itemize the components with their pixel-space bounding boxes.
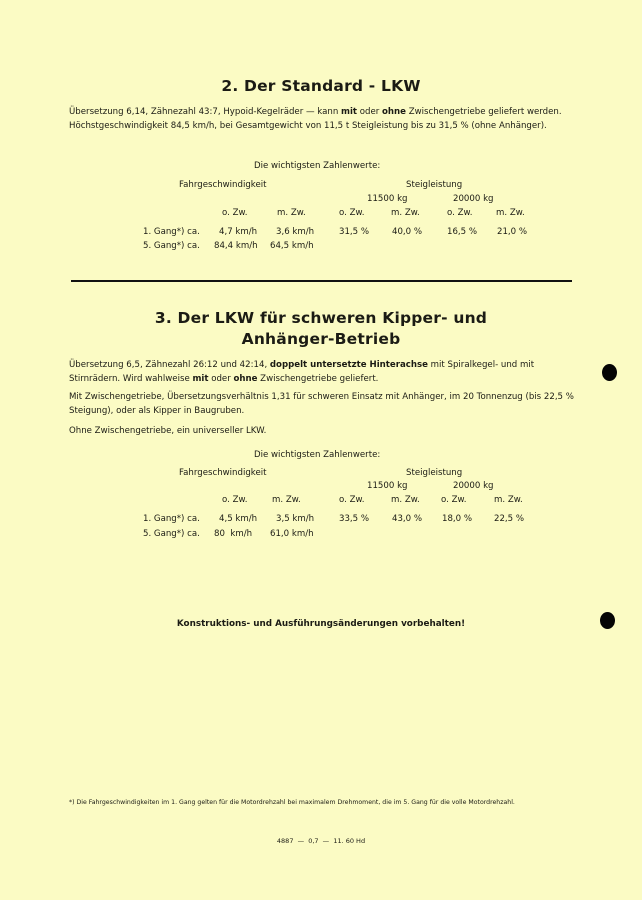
col-header: m. Zw. [272,495,301,505]
col-header: o. Zw. [222,208,248,218]
table-cell: 16,5 % [447,227,478,237]
text-run: Übersetzung 6,5, Zähnezahl 26:12 und 42:14, [69,360,270,370]
table-cell: 3,6 km/h [276,227,315,237]
table-cell: 21,0 % [497,227,528,237]
table-cell: 43,0 % [392,514,423,524]
text-run: oder [208,373,234,384]
col-header: m. Zw. [496,208,525,218]
table-cell: 40,0 % [392,227,423,237]
section-3-paragraph-2: Mit Zwischengetriebe, Übersetzungsverhältnis 1,31 für schweren Einsatz mit Anhänger, im 20 Tonnenzug (bis 22,5 % Steigung), oder als Kipper in Baugruben. [69,392,574,416]
row-label: 5. Gang*) ca. [143,241,200,251]
row-label: 1. Gang*) ca. [143,227,200,237]
footnote: *) Die Fahrgeschwindigkeiten im 1. Gang gelten für die Motordrehzahl bei maximalem Drehmoment, die im 5. Gang für die volle Motordrehzahl. [69,799,515,806]
row-label: 5. Gang*) ca. [143,529,200,539]
emphasis-with: mit [192,373,209,384]
weight-header-b: 20000 kg [453,194,494,204]
col-header: o. Zw. [222,495,248,505]
speed-header: Fahrgeschwindigkeit [179,180,267,190]
table-cell: 31,5 % [339,227,370,237]
speed-header: Fahrgeschwindigkeit [179,468,267,478]
section-divider [71,280,572,282]
col-header: m. Zw. [277,208,306,218]
table-cell: 64,5 km/h [270,241,314,251]
col-header: m. Zw. [391,495,420,505]
table-title: Die wichtigsten Zahlenwerte: [254,161,381,171]
climb-header: Steigleistung [406,180,463,190]
text-run: Übersetzung 6,14, Zähnezahl 43:7, Hypoid-Kegelräder — kann [69,107,342,117]
text-run: oder [357,107,383,117]
col-header: m. Zw. [391,208,420,218]
col-header: o. Zw. [339,208,365,218]
notice: Konstruktions- und Ausführungsänderungen vorbehalten! [176,619,466,629]
col-header: o. Zw. [441,495,467,505]
col-header: m. Zw. [494,495,523,505]
section-3-paragraph-1 [69,359,575,386]
table-cell: 33,5 % [339,514,370,524]
emphasis-with: mit [341,107,358,117]
emphasis-rear-axle: doppelt untersetzte Hinterachse [269,360,428,370]
table-cell: 4,5 km/h [219,514,258,524]
emphasis-without: ohne [233,373,258,384]
section-3-paragraph-3: Ohne Zwischengetriebe, ein universeller LKW. [69,426,267,436]
emphasis-without: ohne [382,107,406,117]
climb-header: Steigleistung [406,468,463,478]
table-cell: 22,5 % [494,514,525,524]
text-run: Zwischengetriebe geliefert werden. Höchstgeschwindigkeit 84,5 km/h, bei Gesamtgewicht von 11,5 t Steigleistung bis zu 31,5 % (ohne Anhänger). [69,107,562,131]
table-cell: 84,4 km/h [214,241,258,251]
punch-hole-icon [600,612,615,629]
text-run: Zwischengetriebe geliefert. [257,373,379,384]
col-header: o. Zw. [339,495,365,505]
weight-header-b: 20000 kg [453,481,494,491]
row-label: 1. Gang*) ca. [143,514,200,524]
col-header: o. Zw. [447,208,473,218]
section-3-title-line-1: 3. Der LKW für schweren Kipper- und [154,309,488,327]
weight-header-a: 11500 kg [367,481,408,491]
table-cell: 80 km/h [214,529,253,539]
section-2-title: 2. Der Standard - LKW [221,77,421,95]
section-2-paragraph [69,106,575,133]
print-code: 4887 — 0,7 — 11. 60 Hd [276,837,366,845]
section-3-title-line-2: Anhänger-Betrieb [241,330,401,348]
text-run: mit Spiralkegel- und mit Stirnrädern. Wird wahlweise [69,360,535,384]
weight-header-a: 11500 kg [367,194,408,204]
punch-hole-icon [602,364,617,381]
table-cell: 4,7 km/h [219,227,258,237]
table-cell: 61,0 km/h [270,529,314,539]
table-cell: 18,0 % [442,514,473,524]
table-title: Die wichtigsten Zahlenwerte: [254,450,381,460]
table-cell: 3,5 km/h [276,514,315,524]
